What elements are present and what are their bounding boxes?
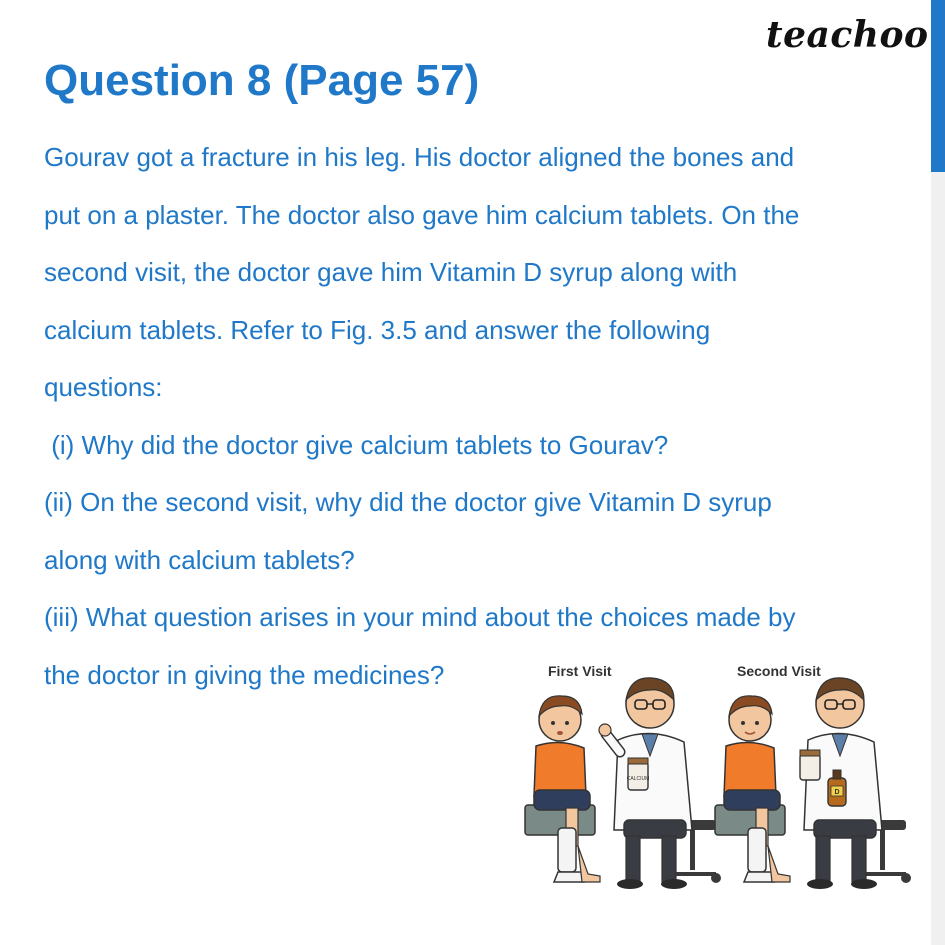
second-visit-label: Second Visit — [737, 663, 821, 679]
first-visit-scene — [525, 678, 721, 889]
page-title: Question 8 (Page 57) — [44, 56, 480, 105]
side-accent-grey — [931, 172, 945, 945]
boy-figure — [534, 696, 600, 882]
side-accent-blue — [931, 0, 945, 172]
doctor-visit-illustration — [522, 660, 922, 892]
question-line: second visit, the doctor gave him Vitamin D syrup along with — [44, 257, 738, 287]
boy-figure — [724, 696, 790, 882]
question-body — [44, 139, 924, 714]
sub-question-ii: (ii) On the second visit, why did the doctor give Vitamin D syrup — [44, 487, 772, 517]
second-visit-scene — [715, 678, 911, 889]
calcium-bottle-label: CALCIUM — [626, 776, 650, 782]
doctor-figure — [800, 678, 882, 889]
question-line: put on a plaster. The doctor also gave him calcium tablets. On the — [44, 199, 800, 230]
syrup-bottle-label: D — [834, 789, 840, 796]
sub-question-ii-cont: along with calcium tablets? — [44, 544, 355, 575]
question-line: questions: — [44, 372, 163, 402]
sub-question-iii: (iii) What question arises in your mind about the choices made by — [44, 602, 796, 632]
question-line: Gourav got a fracture in his leg. His doctor aligned the bones and — [44, 142, 795, 172]
sub-question-i: (i) Why did the doctor give calcium tablets to Gourav? — [44, 429, 669, 460]
side-accent-bar — [931, 0, 945, 945]
doctor-figure — [599, 678, 692, 889]
first-visit-label: First Visit — [548, 663, 612, 679]
question-line: calcium tablets. Refer to Fig. 3.5 and answer the following — [44, 314, 711, 345]
brand-logo: teachoo — [766, 14, 929, 56]
sub-question-iii-cont: the doctor in giving the medicines? — [44, 659, 445, 690]
